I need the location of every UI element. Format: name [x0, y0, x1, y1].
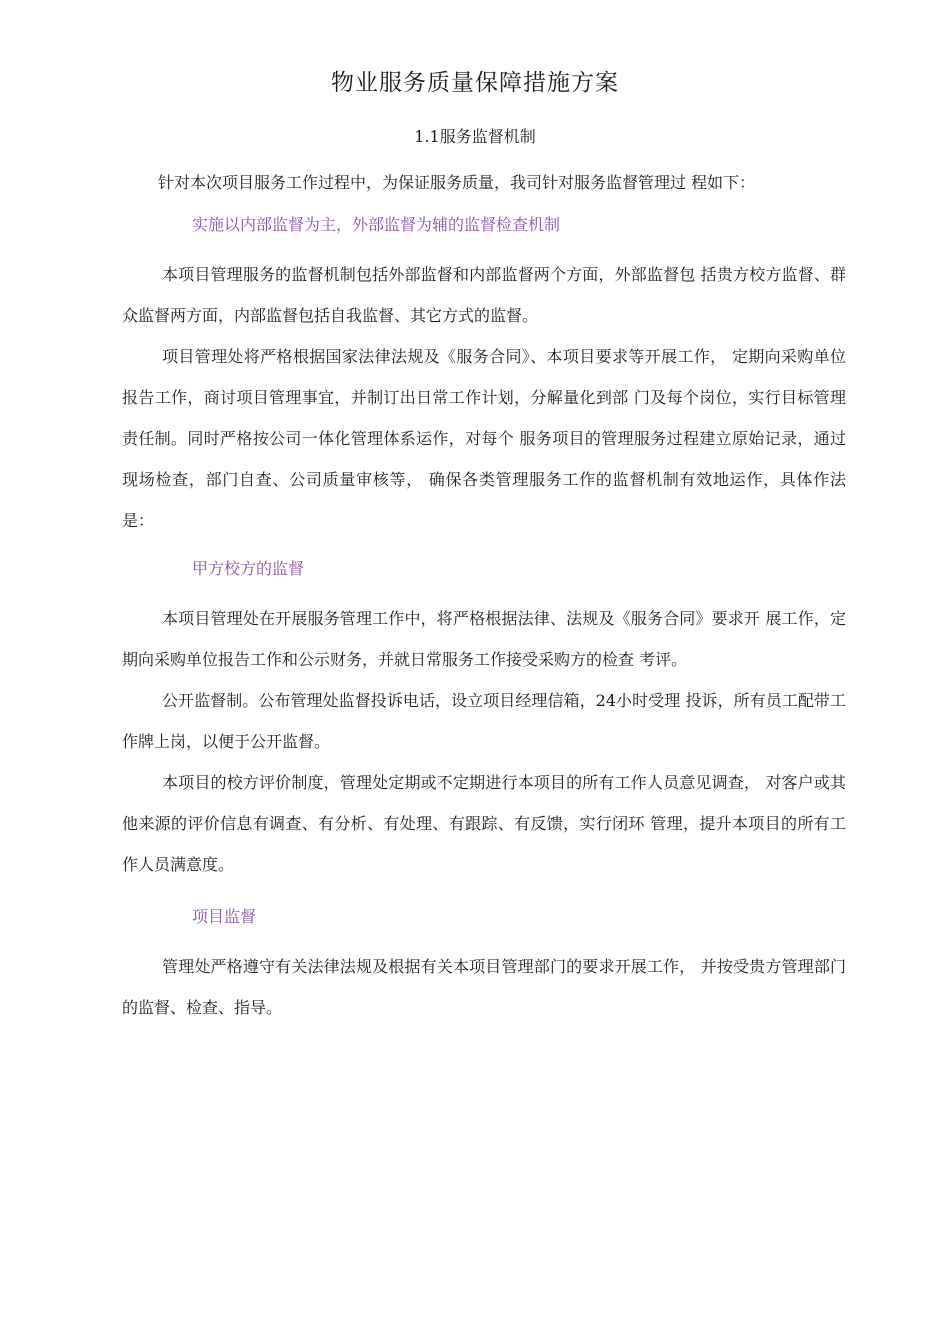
- subheading-internal-external-supervision: 实施以内部监督为主，外部监督为辅的监督检查机制: [192, 215, 561, 234]
- section-heading: 1.1服务监督机制: [414, 127, 536, 146]
- paragraph-supervision-mechanism: 本项目管理服务的监督机制包括外部监督和内部监督两个方面，外部监督包 括贵方校方监督、群众监督两方面，内部监督包括自我监督、其它方式的监督。: [122, 265, 846, 325]
- paragraph-service-contract: 本项目管理处在开展服务管理工作中，将严格根据法律、法规及《服务合同》要求开 展工作，定期向采购单位报告工作和公示财务，并就日常服务工作接受采购方的检查 考评。: [122, 609, 846, 669]
- subheading-project-supervision: 项目监督: [192, 907, 257, 926]
- intro-paragraph: 针对本次项目服务工作过程中，为保证服务质量，我司针对服务监督管理过 程如下：: [158, 173, 756, 192]
- paragraph-management-office: 项目管理处将严格根据国家法律法规及《服务合同》、本项目要求等开展工作， 定期向采购单位报告工作，商讨项目管理事宜，并制订出日常工作计划，分解量化到部 门及每个岗位，实行目标管理责任制。同时严格按公司一体化管理体系运作，对每个 服务项目的管理服务过程建立原始记录，通过现场检查，部门自查、公司质量审核等， 确保各类管理服务工作的监督机制有效地运作，具体作法是：: [122, 347, 846, 530]
- subheading-school-supervision: 甲方校方的监督: [192, 559, 305, 578]
- paragraph-compliance: 管理处严格遵守有关法律法规及根据有关本项目管理部门的要求开展工作， 并按受贵方管理部门的监督、检查、指导。: [122, 957, 846, 1017]
- paragraph-evaluation-system: 本项目的校方评价制度，管理处定期或不定期进行本项目的所有工作人员意见调查， 对客户或其他来源的评价信息有调查、有分析、有处理、有跟踪、有反馈，实行闭环 管理，提升本项目的所有工作人员满意度。: [122, 773, 846, 874]
- paragraph-public-supervision: 公开监督制。公布管理处监督投诉电话，设立项目经理信箱，24小时受理 投诉，所有员工配带工作牌上岗，以便于公开监督。: [122, 691, 846, 751]
- document-title: 物业服务质量保障措施方案: [331, 70, 619, 96]
